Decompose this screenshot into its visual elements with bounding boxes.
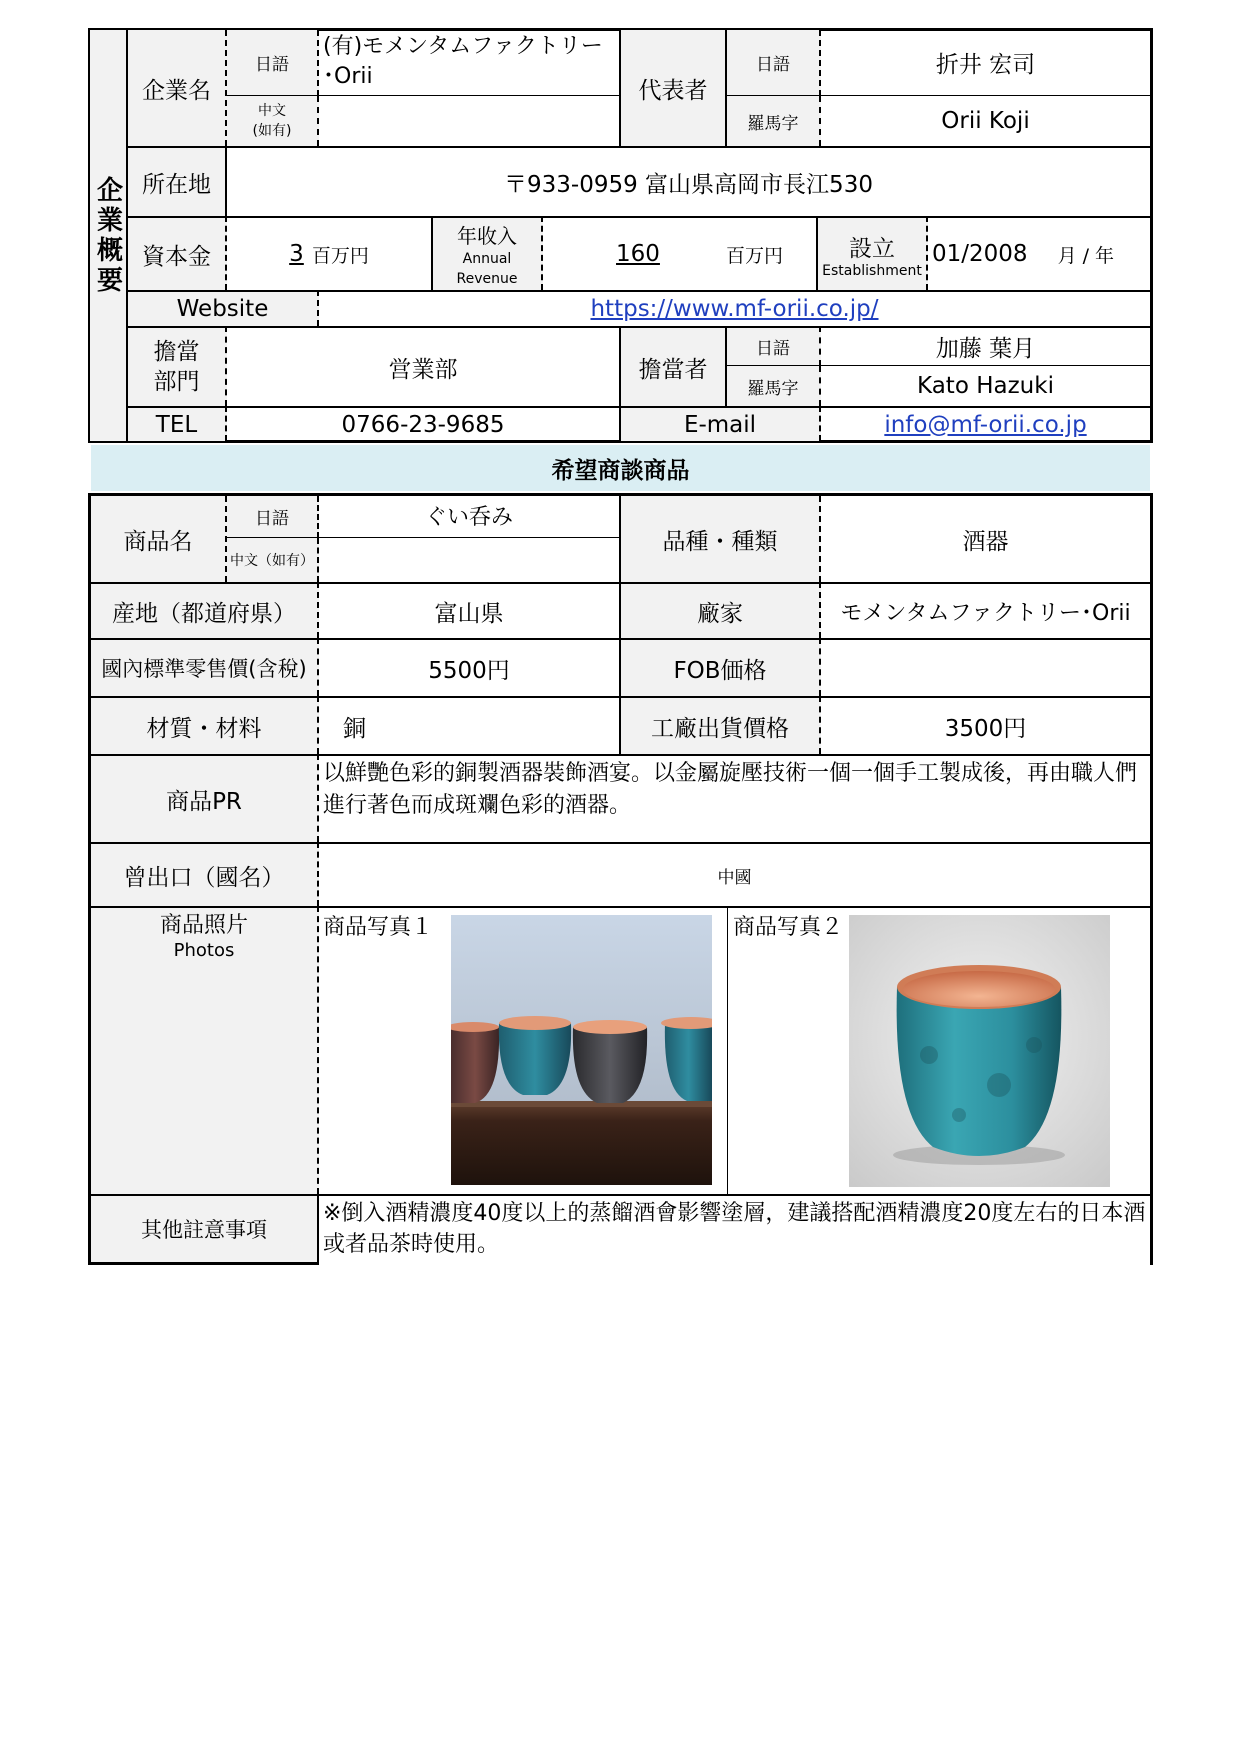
notes-label: 其他註意事項 [91,1194,319,1262]
established-label-en: Establishment [822,262,922,279]
rep-name-jp: 折井 宏司 [821,30,1150,96]
email-link[interactable]: info@mf-orii.co.jp [884,411,1087,438]
company-name-label: 企業名 [128,30,227,146]
photos-label-en: Photos [173,940,235,961]
rep-lang-jp: 日語 [727,30,821,96]
photo2-label: 商品写真２ [733,915,844,940]
established-value: 01/2008 [932,241,1028,267]
revenue-label-cell [433,216,543,290]
material-label: 材質・材料 [91,696,319,754]
factory-price-value: 3500円 [821,696,1150,754]
tel-value: 0766-23-9685 [227,406,621,441]
product-photo-1 [451,915,712,1185]
established-cell [928,216,1150,290]
notes-value: ※倒入酒精濃度40度以上的蒸餾酒會影響塗層，建議搭配酒精濃度20度左右的日本酒或者品茶時使用。 [319,1194,1150,1262]
established-label-cell [818,216,928,290]
capital-cell [227,216,433,290]
website-label: Website [128,290,319,326]
contact-lang-jp: 日語 [727,326,821,366]
department-value: 営業部 [227,326,621,406]
product-name-jp: ぐい呑み [319,496,621,538]
product-lang-jp: 日語 [227,496,319,538]
contact-lang-roman: 羅馬字 [727,366,821,406]
product-table-bottom-left [88,1262,319,1265]
rep-lang-roman: 羅馬字 [727,96,821,146]
revenue-unit: 百万円 [725,244,783,267]
origin-value: 富山県 [319,582,621,638]
company-section-title: 企業概要 [90,30,128,441]
product-lang-cn: 中文（如有） [227,538,319,582]
maker-label: 廠家 [621,582,821,638]
single-cup-image [849,915,1110,1187]
export-value: 中國 [319,842,1150,906]
factory-price-label: 工廠出貨價格 [621,696,821,754]
email-label: E-mail [621,406,821,441]
maker-value: モメンタムファクトリー･Orii [821,582,1150,638]
contact-label: 擔當者 [621,326,727,406]
website-cell [319,290,1150,326]
rep-name-roman: Orii Koji [941,108,1030,134]
tel-label: TEL [128,406,227,441]
email-cell [821,406,1150,441]
cups-row-image [451,915,712,1185]
company-name-cn [319,96,621,146]
company-name-jp: (有)モメンタムファクトリー ･Orii [319,30,621,96]
capital-value: 3 [289,241,304,267]
category-value: 酒器 [962,528,1009,555]
pr-label: 商品PR [91,754,319,842]
established-label: 設立 [849,235,895,262]
retail-label: 國內標準零售價(含稅) [91,638,319,696]
category-label: 品種・種類 [621,496,821,582]
photos-label: 商品照片 [159,913,248,938]
material-value: 銅 [319,696,621,754]
fob-label: FOB価格 [621,638,821,696]
website-link[interactable]: https://www.mf-orii.co.jp/ [590,296,879,322]
retail-value: 5500円 [319,638,621,696]
product-name-cn [319,538,621,582]
revenue-label-en: Annual Revenue [456,250,518,287]
contact-name-roman: Kato Hazuki [917,373,1054,399]
department-label: 擔當 部門 [128,326,227,406]
product-name-label: 商品名 [91,496,227,582]
export-label: 曾出口（國名） [91,842,319,906]
established-unit: 月 / 年 [1057,244,1115,267]
revenue-cell [543,216,818,290]
company-name-lang-jp: 日語 [227,30,319,96]
pr-value: 以鮮艷色彩的銅製酒器裝飾酒宴。以金屬旋壓技術一個一個手工製成後，再由職人們進行著色而成斑斕色彩的酒器。 [319,754,1150,842]
photo1-label: 商品写真１ [323,915,434,940]
fob-value [821,638,1150,696]
address-label: 所在地 [128,146,227,216]
address-value: 〒933-0959 富山県高岡市長江530 [227,146,1150,216]
photos-label-cell [91,906,319,1194]
product-section-title: 希望商談商品 [91,445,1150,491]
company-name-lang-cn: 中文 (如有) [227,96,319,146]
revenue-label: 年收入 [457,223,517,248]
capital-label: 資本金 [128,216,227,290]
revenue-value: 160 [616,241,660,267]
origin-label: 産地（都道府県） [91,582,319,638]
product-photo-2 [849,915,1110,1187]
representative-label: 代表者 [621,30,727,146]
contact-name-jp: 加藤 葉月 [821,326,1150,366]
capital-unit: 百万円 [311,244,369,267]
